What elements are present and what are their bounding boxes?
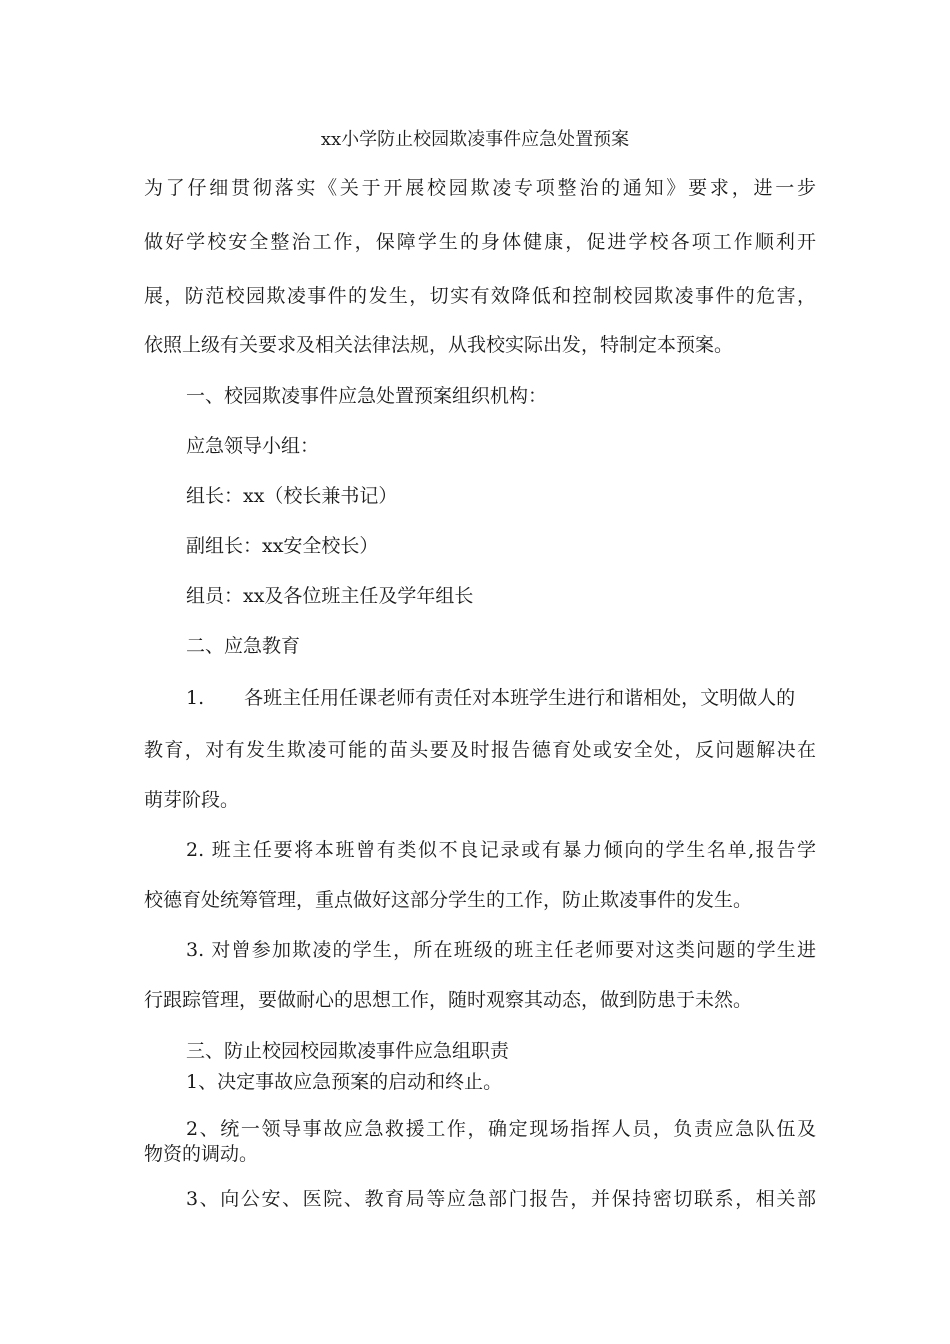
intro-line-3: 展，防范校园欺凌事件的发生，切实有效降低和控制校园欺凌事件的危害， — [144, 285, 816, 307]
section3-item3: 3、向公安、医院、教育局等应急部门报告，并保持密切联系，相关部 — [186, 1188, 816, 1210]
section3-item2-line-2: 物资的调动。 — [144, 1143, 259, 1165]
section2-item1-line-2: 教育，对有发生欺凌可能的苗头要及时报告德育处或安全处，反问题解决在 — [144, 739, 816, 761]
section3-heading: 三、防止校园校园欺凌事件应急组职责 — [186, 1040, 510, 1062]
section2-item1-line-3: 萌芽阶段。 — [144, 789, 240, 811]
section2-item3-line-1: 3. 对曾参加欺凌的学生，所在班级的班主任老师要对这类问题的学生进 — [186, 939, 816, 961]
section2-item1-text: 各班主任用任课老师有责任对本班学生进行和谐相处，文明做人的 — [244, 687, 796, 709]
section2-item1-number: 1. — [186, 687, 205, 709]
section2-item3-line-2: 行跟踪管理，要做耐心的思想工作，随时观察其动态，做到防患于未然。 — [144, 989, 753, 1011]
section3-item2-line-1: 2、统一领导事故应急救援工作，确定现场指挥人员，负责应急队伍及 — [186, 1118, 816, 1140]
section2-heading: 二、应急教育 — [186, 635, 301, 657]
section1-heading: 一、校园欺凌事件应急处置预案组织机构： — [186, 385, 548, 407]
section2-item2-line-1: 2. 班主任要将本班曾有类似不良记录或有暴力倾向的学生名单,报告学 — [186, 839, 816, 861]
intro-line-4: 依照上级有关要求及相关法律法规，从我校实际出发，特制定本预案。 — [144, 334, 734, 356]
section2-item2-line-2: 校德育处统筹管理，重点做好这部分学生的工作，防止欺凌事件的发生。 — [144, 889, 753, 911]
section1-group-title: 应急领导小组： — [186, 435, 320, 457]
intro-line-2: 做好学校安全整治工作，保障学生的身体健康，促进学校各项工作顺利开 — [144, 231, 816, 253]
section3-item1: 1、决定事故应急预案的启动和终止。 — [186, 1071, 503, 1093]
section1-leader: 组长：xx（校长兼书记） — [186, 485, 398, 507]
section2-item1-line-1 — [186, 686, 816, 710]
document-title: xx小学防止校园欺凌事件应急处置预案 — [320, 129, 630, 150]
section1-vice-leader: 副组长：xx安全校长） — [186, 535, 379, 557]
intro-line-1: 为了仔细贯彻落实《关于开展校园欺凌专项整治的通知》要求，进一步 — [144, 177, 816, 199]
section1-members: 组员：xx及各位班主任及学年组长 — [186, 585, 474, 607]
